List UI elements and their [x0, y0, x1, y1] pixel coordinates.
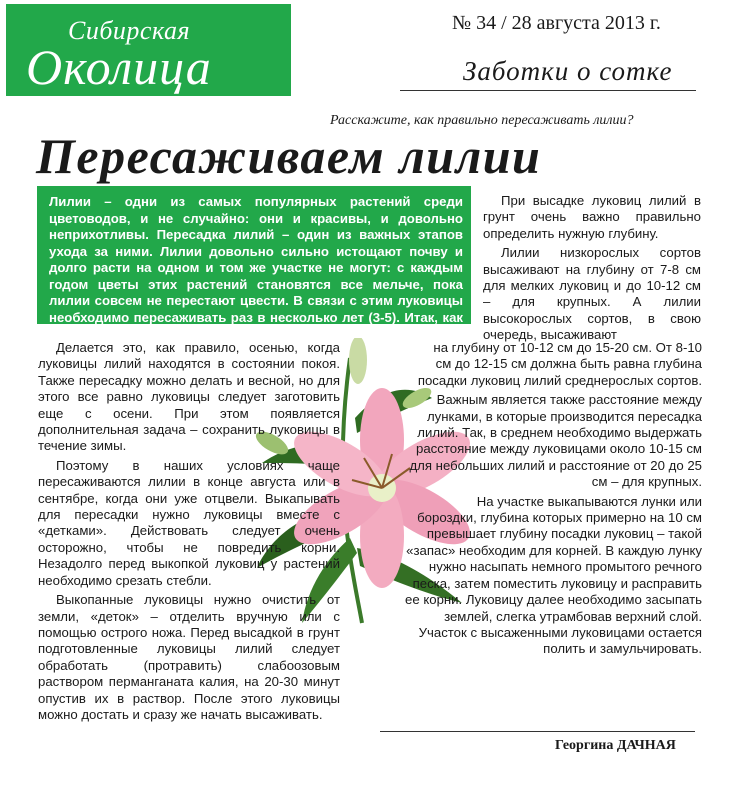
right-column-bottom: [400, 340, 702, 661]
masthead-line1: Сибирская: [68, 16, 191, 45]
intro-text: Лилии – одни из самых популярных растений среди цветоводов, и не случайно: они и красивы, и довольно неприхотливы. Пересадка лилий – один из важных этапов ухода за ними. Лилии довольно сильно истощают почву и долго расти на одном и том же участке не могут: с каждым годом цветы этих растений становятся все мельче, пока лилии совсем не перестают цвести. В связи с этим луковицы необходимо пересаживать раз в несколько лет (3-5). Итак, как лучше пересаживать лилии?: [49, 194, 463, 341]
paragraph: Поэтому в наших условиях чаще пересаживаются лилии в конце августа или в сентябре, когда они уже отцвели. Выкапывать для пересадки нужно луковицы вместе с «детками». Действовать следует очень осторожно, чтобы не повредить корни. Незадолго перед выкопкой луковиц у растений необходимо срезать стебли.: [38, 457, 340, 588]
author-signature: Георгина ДАЧНАЯ: [555, 738, 676, 753]
divider-top: [400, 90, 696, 91]
headline: Пересаживаем лилии: [36, 128, 542, 184]
masthead-title: Околица: [26, 39, 212, 95]
paragraph: Важным является также расстояние между лунками, в которые производится пересадка лилий. Так, в среднем необходимо выдержать расстояние между луковицами около 10-15 см для небольших лилий и расстояние от 20 до 25 см – для крупных.: [409, 392, 702, 490]
paragraph: на глубину от 10-12 см до 15-20 см. От 8-10 см до 12-15 см должна быть равна глубина посадки луковиц лилий среднерослых сортов.: [417, 340, 702, 388]
rubric-title: Заботки о сотке: [463, 56, 673, 86]
left-column: [38, 340, 340, 726]
paragraph: Лилии низкорослых сортов высаживают на глубину от 7-8 см для мелких луковиц и до 10-12 см – для крупных. А лилии высокорослых сортов, в свою очередь, высаживают: [483, 245, 701, 343]
paragraph: При высадке луковиц лилий в грунт очень важно правильно определить нужную глубину.: [483, 193, 701, 241]
issue-info: № 34 / 28 августа 2013 г.: [452, 12, 661, 34]
intro-box: [37, 186, 471, 341]
masthead: [6, 4, 291, 96]
paragraph: На участке выкапываются лунки или бороздки, глубина которых примерно на 10 см превышает глубину посадки луковиц – такой «запас» необходим для корней. В каждую лунку нужно насыпать немного промытого речного песка, затем поместить луковицу и расправить ее корни. Луковицу далее необходимо засыпать землей, слегка утрамбовав верхний слой. Участок с высаженными луковицами остается полить и замульчировать.: [404, 493, 702, 657]
right-column-top: [483, 193, 701, 347]
divider-bottom: [380, 731, 695, 732]
paragraph: Выкопанные луковицы нужно очистить от земли, «деток» – отделить вручную или с помощью острого ножа. Перед высадкой в грунт подготовленные луковицы лилий следует обработать (протравить) слабоозовым раствором перманганата калия, на 20-30 минут опустив их в раствор. После этого луковицы можно достать и сразу же начать высаживать.: [38, 592, 340, 722]
lead-question: Расскажите, как правильно пересаживать лилии?: [330, 113, 634, 128]
paragraph: Делается это, как правило, осенью, когда луковицы лилий находятся в состоянии покоя. Также пересадку можно делать и весной, но для этого все равно луковицы следует заготовить еще с осени. При этом появляется дополнительная задача – сохранить луковицы в течение зимы.: [38, 340, 340, 454]
